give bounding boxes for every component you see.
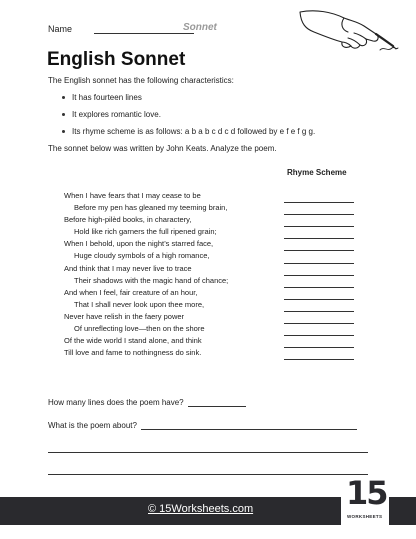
rhyme-answer-field[interactable]	[284, 288, 354, 300]
intro-text: The English sonnet has the following characteristics:	[48, 76, 234, 85]
poem-line: Before high-pilèd books, in charactery,	[64, 215, 192, 225]
poem-line: Never have relish in the faery power	[64, 311, 185, 321]
poem-line: Hold like rich garners the full ripened grain;	[74, 227, 217, 237]
rhyme-scheme-blanks	[284, 191, 354, 360]
rhyme-answer-field[interactable]	[284, 203, 354, 215]
rhyme-scheme-heading: Rhyme Scheme	[287, 168, 347, 177]
poem-line: Huge cloudy symbols of a high romance,	[74, 251, 210, 261]
poem-line: And when I feel, fair creature of an hour,	[64, 287, 198, 297]
logo-wordmark: WORKSHEETS	[347, 514, 383, 519]
poem-line: Of unreflecting love—then on the shore	[74, 324, 205, 334]
poem	[64, 191, 304, 360]
poem-line: When I have fears that I may cease to be	[64, 191, 201, 200]
rhyme-answer-field[interactable]	[284, 348, 354, 360]
rhyme-answer-field[interactable]	[284, 215, 354, 227]
name-label: Name	[48, 24, 73, 34]
poem-line: That I shall never look upon thee more,	[74, 299, 205, 309]
line-count-answer-field[interactable]	[188, 398, 246, 407]
question-line-count	[48, 398, 246, 407]
poem-line: Of the wide world I stand alone, and think	[64, 336, 202, 346]
footer-copyright-link[interactable]: © 15Worksheets.com	[148, 503, 254, 515]
instruction-text: The sonnet below was written by John Keats. Analyze the poem.	[48, 144, 277, 153]
rhyme-answer-field[interactable]	[284, 251, 354, 263]
poem-about-answer-field[interactable]	[141, 421, 357, 430]
bullet-item: It explores romantic love.	[62, 110, 315, 127]
rhyme-answer-field[interactable]	[284, 239, 354, 251]
poem-line: When I behold, upon the night’s starred face,	[64, 239, 214, 249]
topic-label: Sonnet	[183, 22, 217, 33]
name-row	[48, 24, 194, 34]
rhyme-answer-field[interactable]	[284, 191, 354, 203]
hand-writing-icon	[296, 6, 401, 54]
rhyme-answer-field[interactable]	[284, 312, 354, 324]
bullet-item: It has fourteen lines	[62, 93, 315, 110]
rhyme-answer-field[interactable]	[284, 300, 354, 312]
bullet-item: Its rhyme scheme is as follows: a b a b c d c d followed by e f e f g g.	[62, 127, 315, 144]
characteristics-list	[62, 93, 315, 144]
poem-line: Their shadows with the magic hand of chance;	[74, 275, 229, 285]
logo-number: 15	[346, 474, 387, 512]
rhyme-answer-field[interactable]	[284, 336, 354, 348]
rhyme-answer-field[interactable]	[284, 227, 354, 239]
poem-line: And think that I may never live to trace	[64, 263, 192, 273]
answer-line[interactable]	[48, 452, 368, 453]
rhyme-answer-field[interactable]	[284, 324, 354, 336]
answer-line[interactable]	[48, 474, 368, 475]
rhyme-answer-field[interactable]	[284, 264, 354, 276]
poem-line: Before my pen has gleaned my teeming brain,	[74, 203, 228, 213]
question-text: What is the poem about?	[48, 421, 137, 430]
page-title: English Sonnet	[47, 49, 186, 70]
name-field[interactable]	[94, 24, 194, 34]
poem-line: Till love and fame to nothingness do sink.	[64, 348, 202, 358]
question-text: How many lines does the poem have?	[48, 398, 184, 407]
rhyme-answer-field[interactable]	[284, 276, 354, 288]
question-poem-about	[48, 421, 357, 430]
